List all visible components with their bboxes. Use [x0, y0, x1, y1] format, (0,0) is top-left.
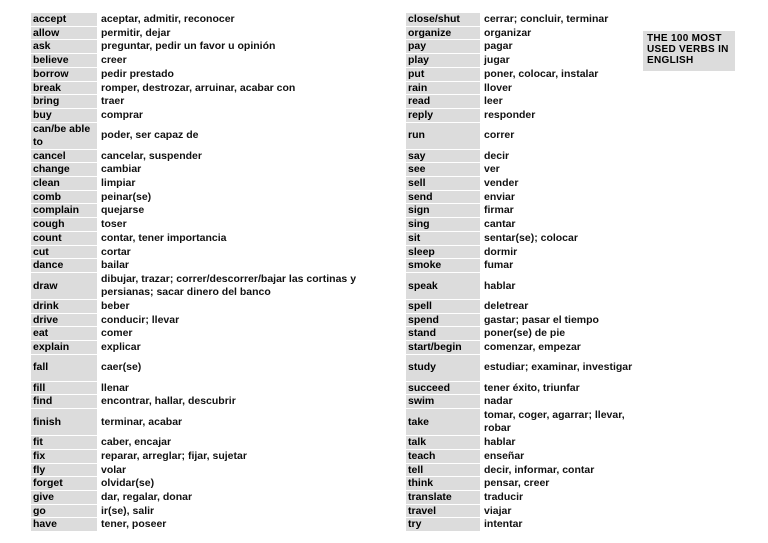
verb-spanish: volar: [101, 463, 127, 476]
verb-english: dance: [31, 259, 97, 272]
verb-row: [31, 27, 383, 41]
verb-row: [31, 150, 383, 164]
verb-english: have: [31, 518, 97, 531]
verb-row: [406, 518, 642, 532]
verb-row: [31, 314, 383, 328]
verb-english: fall: [31, 355, 97, 381]
verb-row: [406, 54, 642, 68]
verb-english: organize: [406, 27, 480, 40]
verb-spanish: cancelar, suspender: [101, 149, 202, 162]
verb-english: stand: [406, 327, 480, 340]
verb-row: [31, 395, 383, 409]
verb-spanish: pensar, creer: [484, 477, 550, 490]
verb-english: clean: [31, 177, 97, 190]
verb-row: [406, 259, 642, 273]
verb-english: smoke: [406, 259, 480, 272]
verb-row: [406, 177, 642, 191]
verb-row: [406, 68, 642, 82]
verb-english: spend: [406, 314, 480, 327]
verb-english: study: [406, 355, 480, 381]
verb-row: [406, 246, 642, 260]
verb-row: [31, 382, 383, 396]
verb-row: [406, 382, 642, 396]
verb-english: drink: [31, 300, 97, 313]
verb-spanish: intentar: [484, 518, 523, 531]
verb-english: try: [406, 518, 480, 531]
verb-row: [31, 477, 383, 491]
verb-row: [31, 109, 383, 123]
verb-spanish: firmar: [484, 204, 514, 217]
verb-row: [31, 273, 383, 300]
verb-row: [406, 409, 642, 436]
verb-english: cancel: [31, 150, 97, 163]
verb-row: [31, 436, 383, 450]
verb-row: [31, 341, 383, 355]
verb-spanish: correr: [484, 129, 515, 142]
verb-spanish: romper, destrozar, arruinar, acabar con: [101, 81, 296, 94]
verb-row: [31, 40, 383, 54]
verb-spanish: enseñar: [484, 449, 525, 462]
verb-english: run: [406, 123, 480, 149]
verb-list-left: [31, 13, 383, 532]
verb-spanish: tener, poseer: [101, 518, 167, 531]
verb-spanish: deletrear: [484, 299, 529, 312]
verb-row: [406, 123, 642, 150]
verb-row: [31, 191, 383, 205]
verb-spanish: ir(se), salir: [101, 504, 155, 517]
verb-spanish: poner(se) de pie: [484, 327, 566, 340]
verb-english: finish: [31, 409, 97, 435]
verb-row: [406, 163, 642, 177]
verb-row: [31, 177, 383, 191]
verb-spanish: llover: [484, 81, 513, 94]
verb-spanish: gastar; pasar el tiempo: [484, 313, 599, 326]
verb-english: swim: [406, 395, 480, 408]
verb-row: [31, 95, 383, 109]
verb-spanish: limpiar: [101, 177, 136, 190]
page-title: THE 100 MOST USED VERBS IN ENGLISH: [643, 31, 735, 71]
verb-spanish: explicar: [101, 341, 141, 354]
verb-english: think: [406, 477, 480, 490]
verb-spanish: dar, regalar, donar: [101, 490, 193, 503]
verb-row: [406, 450, 642, 464]
verb-row: [406, 191, 642, 205]
verb-spanish: vender: [484, 177, 519, 190]
verb-english: put: [406, 68, 480, 81]
verb-spanish: pedir prestado: [101, 67, 174, 80]
verb-english: travel: [406, 505, 480, 518]
verb-row: [406, 477, 642, 491]
verb-spanish: dormir: [484, 245, 518, 258]
verb-spanish: poner, colocar, instalar: [484, 67, 599, 80]
verb-english: drive: [31, 314, 97, 327]
verb-row: [406, 341, 642, 355]
verb-spanish: peinar(se): [101, 190, 152, 203]
verb-row: [406, 150, 642, 164]
verb-english: borrow: [31, 68, 97, 81]
verb-row: [406, 273, 642, 300]
verb-english: sleep: [406, 246, 480, 259]
verb-english: sit: [406, 232, 480, 245]
verb-spanish: comer: [101, 327, 133, 340]
verb-english: cut: [31, 246, 97, 259]
verb-spanish: ver: [484, 163, 500, 176]
verb-row: [31, 259, 383, 273]
verb-row: [31, 204, 383, 218]
verb-english: explain: [31, 341, 97, 354]
verb-english: believe: [31, 54, 97, 67]
verb-english: count: [31, 232, 97, 245]
verb-row: [406, 436, 642, 450]
verb-row: [31, 232, 383, 246]
verb-spanish: quejarse: [101, 204, 145, 217]
verb-spanish: cortar: [101, 245, 131, 258]
verb-english: can/be able to: [31, 123, 97, 149]
verb-row: [406, 109, 642, 123]
verb-spanish: traer: [101, 95, 125, 108]
verb-english: allow: [31, 27, 97, 40]
verb-row: [406, 95, 642, 109]
verb-row: [31, 450, 383, 464]
verb-row: [406, 232, 642, 246]
verb-english: fit: [31, 436, 97, 449]
verb-row: [406, 505, 642, 519]
verb-english: find: [31, 395, 97, 408]
verb-spanish: nadar: [484, 395, 513, 408]
verb-spanish: creer: [101, 54, 127, 67]
verb-row: [406, 395, 642, 409]
verb-row: [406, 491, 642, 505]
verb-english: pay: [406, 40, 480, 53]
verb-row: [406, 40, 642, 54]
verb-english: take: [406, 409, 480, 435]
verb-english: translate: [406, 491, 480, 504]
verb-row: [406, 327, 642, 341]
verb-spanish: traducir: [484, 490, 524, 503]
verb-english: spell: [406, 300, 480, 313]
verb-english: reply: [406, 109, 480, 122]
verb-spanish: poder, ser capaz de: [101, 129, 199, 142]
verb-english: bring: [31, 95, 97, 108]
verb-spanish: toser: [101, 218, 127, 231]
verb-row: [406, 13, 642, 27]
verb-english: break: [31, 82, 97, 95]
verb-english: see: [406, 163, 480, 176]
verb-spanish: jugar: [484, 54, 510, 67]
verb-english: fly: [31, 464, 97, 477]
verb-row: [31, 68, 383, 82]
verb-english: send: [406, 191, 480, 204]
verb-english: draw: [31, 273, 97, 299]
verb-english: tell: [406, 464, 480, 477]
verb-spanish: viajar: [484, 504, 512, 517]
verb-row: [406, 82, 642, 96]
verb-row: [31, 123, 383, 150]
verb-spanish: decir, informar, contar: [484, 463, 595, 476]
verb-spanish: cerrar; concluir, terminar: [484, 13, 609, 25]
verb-spanish: dibujar, trazar; correr/descorrer/bajar las cortinas y persianas; sacar dinero del banco: [101, 273, 357, 298]
verb-spanish: preguntar, pedir un favor u opinión: [101, 40, 276, 53]
verb-row: [31, 300, 383, 314]
verb-row: [31, 82, 383, 96]
verb-english: succeed: [406, 382, 480, 395]
verb-row: [406, 314, 642, 328]
verb-spanish: cambiar: [101, 163, 142, 176]
verb-english: go: [31, 505, 97, 518]
verb-spanish: comprar: [101, 108, 144, 121]
verb-row: [31, 246, 383, 260]
verb-english: give: [31, 491, 97, 504]
verb-english: forget: [31, 477, 97, 490]
verb-row: [406, 204, 642, 218]
verb-english: read: [406, 95, 480, 108]
verb-spanish: reparar, arreglar; fijar, sujetar: [101, 449, 247, 462]
verb-spanish: decir: [484, 149, 510, 162]
verb-row: [406, 218, 642, 232]
verb-spanish: encontrar, hallar, descubrir: [101, 395, 236, 408]
verb-english: eat: [31, 327, 97, 340]
verb-spanish: cantar: [484, 218, 516, 231]
verb-spanish: beber: [101, 299, 130, 312]
verb-english: buy: [31, 109, 97, 122]
verb-row: [31, 409, 383, 436]
verb-english: start/begin: [406, 341, 480, 354]
verb-row: [31, 54, 383, 68]
verb-spanish: tener éxito, triunfar: [484, 381, 580, 394]
verb-spanish: bailar: [101, 259, 130, 272]
verb-row: [31, 491, 383, 505]
verb-row: [406, 27, 642, 41]
verb-spanish: tomar, coger, agarrar; llevar, robar: [484, 409, 625, 435]
verb-row: [31, 355, 383, 382]
verb-row: [31, 505, 383, 519]
verb-spanish: olvidar(se): [101, 477, 155, 490]
verb-spanish: organizar: [484, 26, 532, 39]
verb-row: [31, 327, 383, 341]
verb-row: [406, 300, 642, 314]
verb-spanish: enviar: [484, 190, 515, 203]
verb-english: play: [406, 54, 480, 67]
verb-list-right: [406, 13, 642, 532]
verb-spanish: comenzar, empezar: [484, 341, 581, 354]
verb-english: cough: [31, 218, 97, 231]
verb-spanish: estudiar; examinar, investigar: [484, 361, 633, 374]
verb-english: complain: [31, 204, 97, 217]
verb-row: [406, 464, 642, 478]
verb-spanish: responder: [484, 108, 536, 121]
verb-spanish: llenar: [101, 381, 130, 394]
verb-english: sign: [406, 204, 480, 217]
verb-spanish: hablar: [484, 279, 516, 292]
verb-spanish: caber, encajar: [101, 436, 172, 449]
verb-spanish: pagar: [484, 40, 513, 53]
verb-row: [31, 464, 383, 478]
verb-english: say: [406, 150, 480, 163]
verb-english: talk: [406, 436, 480, 449]
verb-spanish: permitir, dejar: [101, 26, 171, 39]
verb-english: accept: [31, 13, 97, 26]
verb-spanish: sentar(se); colocar: [484, 231, 578, 244]
verb-english: sell: [406, 177, 480, 190]
verb-row: [31, 163, 383, 177]
verb-spanish: aceptar, admitir, reconocer: [101, 13, 235, 25]
verb-row: [31, 518, 383, 532]
verb-spanish: fumar: [484, 259, 514, 272]
verb-english: fix: [31, 450, 97, 463]
verb-english: speak: [406, 273, 480, 299]
verb-english: ask: [31, 40, 97, 53]
verb-row: [31, 218, 383, 232]
verb-spanish: hablar: [484, 436, 516, 449]
verb-english: fill: [31, 382, 97, 395]
verb-spanish: terminar, acabar: [101, 415, 183, 428]
verb-english: teach: [406, 450, 480, 463]
verb-english: sing: [406, 218, 480, 231]
verb-spanish: conducir; llevar: [101, 313, 180, 326]
verb-english: close/shut: [406, 13, 480, 26]
verb-spanish: caer(se): [101, 361, 142, 374]
verb-spanish: leer: [484, 95, 503, 108]
verb-spanish: contar, tener importancia: [101, 231, 227, 244]
verb-row: [31, 13, 383, 27]
verb-english: rain: [406, 82, 480, 95]
verb-english: comb: [31, 191, 97, 204]
verb-row: [406, 355, 642, 382]
verb-english: change: [31, 163, 97, 176]
